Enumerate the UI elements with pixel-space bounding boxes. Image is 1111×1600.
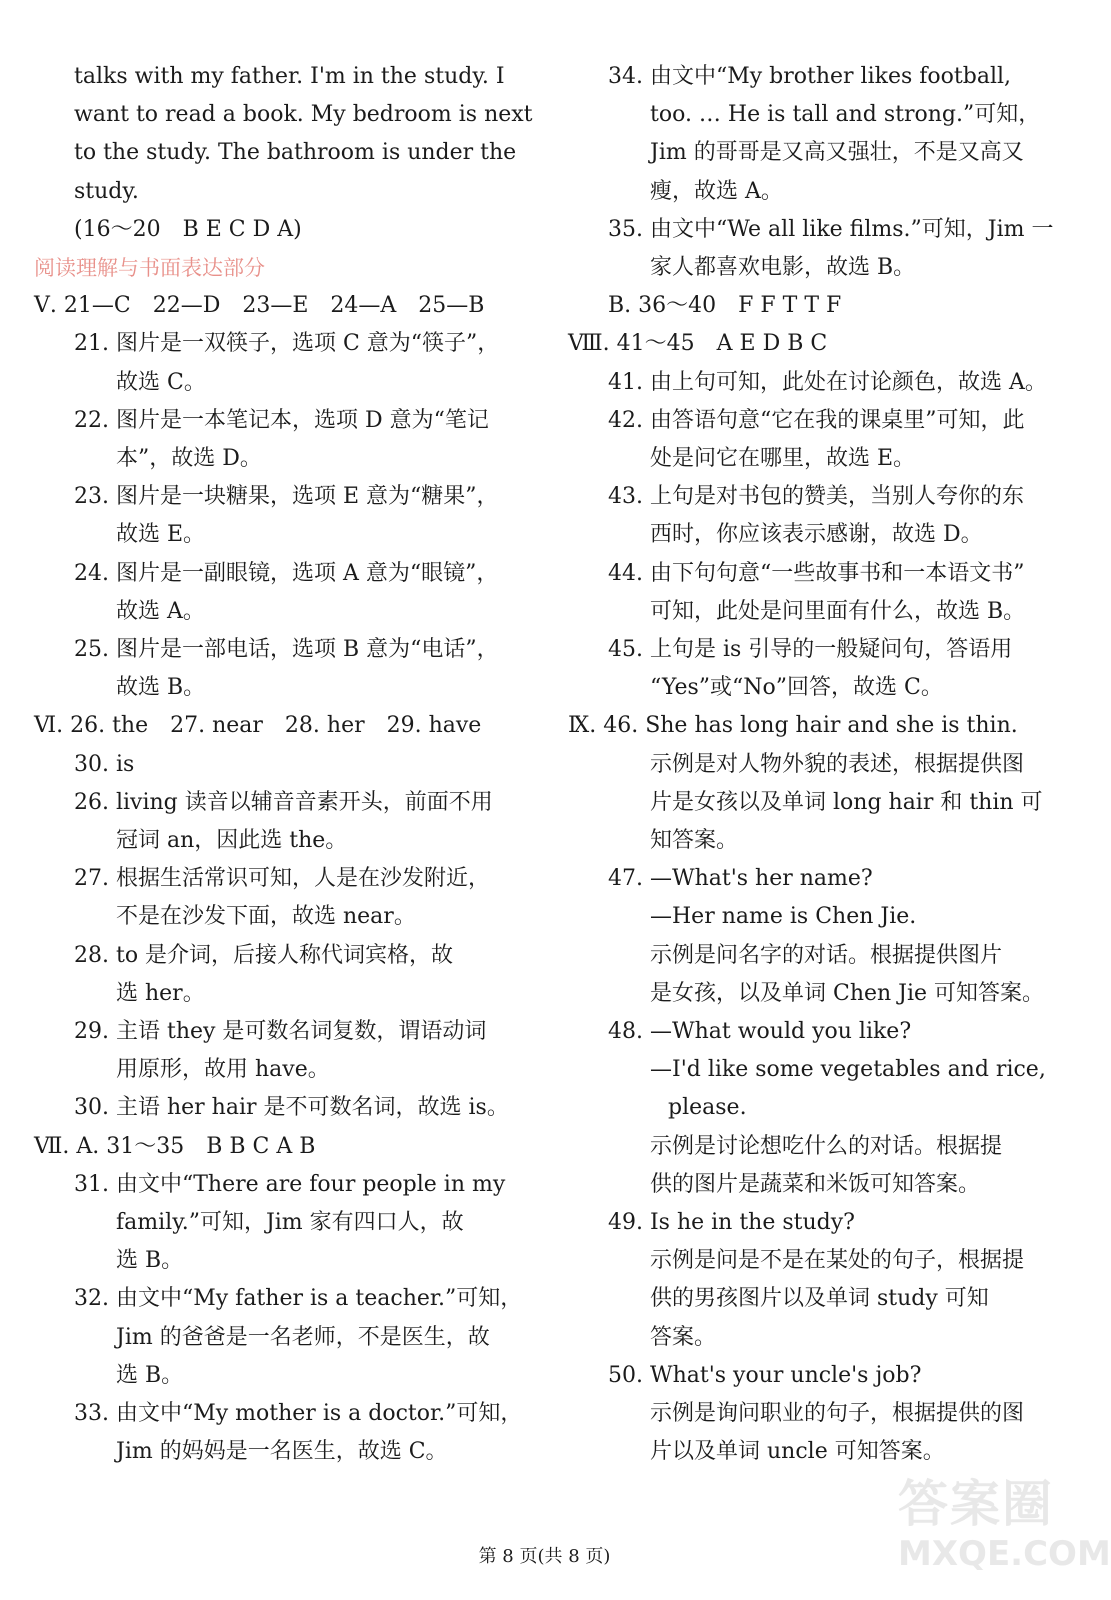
text-line: please. xyxy=(668,1095,747,1121)
text-line: 29. 主语 they 是可数名词复数，谓语动词 xyxy=(74,1019,487,1044)
text-line: 示例是对人物外貌的表述，根据提供图 xyxy=(650,751,1025,777)
text-line: 21. 图片是一双筷子，选项 C 意为“筷子”， xyxy=(74,331,500,357)
text-line: 西时，你应该表示感谢，故选 D。 xyxy=(650,522,983,548)
text-line: 供的图片是蔬菜和米饭可知答案。 xyxy=(650,1171,981,1197)
text-line: Ⅶ. A. 31～35 B B C A B xyxy=(34,1133,316,1159)
text-line: 选 B。 xyxy=(116,1248,184,1274)
text-line: Jim 的哥哥是又高又强壮，不是又高又 xyxy=(650,140,1024,166)
text-line: 28. to 是介词，后接人称代词宾格，故 xyxy=(74,942,454,968)
watermark-text: 答案圈 xyxy=(898,1475,1054,1533)
text-line: 35. 由文中“We all like films.”可知，Jim 一 xyxy=(608,216,1054,242)
text-line: 用原形，故用 have。 xyxy=(116,1057,330,1083)
text-line: 34. 由文中“My brother likes football, xyxy=(608,64,1012,89)
text-line: Ⅵ. 26. the 27. near 28. her 29. have xyxy=(34,713,482,739)
text-line: 可知，此处是问里面有什么，故选 B。 xyxy=(650,598,1026,624)
text-line: 冠词 an，因此选 the。 xyxy=(116,828,348,853)
text-line: 23. 图片是一块糖果，选项 E 意为“糖果”， xyxy=(74,484,499,510)
text-line: 选 B。 xyxy=(116,1362,184,1388)
text-line: 处是问它在哪里，故选 E。 xyxy=(650,446,916,471)
page-footer: 第 8 页(共 8 页) xyxy=(478,1546,611,1567)
text-line: 22. 图片是一本笔记本，选项 D 意为“笔记 xyxy=(74,407,489,433)
text-line: 30. is xyxy=(74,751,135,777)
text-line: 47. —What's her name? xyxy=(608,866,873,892)
text-line: Ⅸ. 46. She has long hair and she is thin. xyxy=(568,713,1018,739)
text-line: 26. living 读音以辅音音素开头，前面不用 xyxy=(74,789,493,815)
text-line: 25. 图片是一部电话，选项 B 意为“电话”， xyxy=(74,637,499,662)
text-line: 31. 由文中“There are four people in my xyxy=(74,1171,506,1197)
text-line: 故选 A。 xyxy=(116,598,205,624)
text-line: 41. 由上句可知，此处在讨论颜色，故选 A。 xyxy=(608,369,1047,395)
text-line: too. … He is tall and strong.”可知， xyxy=(650,102,1041,128)
text-line: 片以及单词 uncle 可知答案。 xyxy=(650,1439,945,1465)
text-line: to the study. The bathroom is under the xyxy=(74,140,517,166)
watermark-logo xyxy=(898,1474,1111,1590)
text-line: 故选 B。 xyxy=(116,675,206,701)
text-line: 示例是问是不是在某处的句子，根据提 xyxy=(650,1248,1025,1274)
text-line: 片是女孩以及单词 long hair 和 thin 可 xyxy=(650,789,1043,815)
text-line: 瘦，故选 A。 xyxy=(650,178,783,204)
text-line: 选 her。 xyxy=(116,980,205,1006)
text-line: 27. 根据生活常识可知，人是在沙发附近， xyxy=(74,866,490,892)
text-line: 48. —What would you like? xyxy=(608,1019,912,1044)
text-line: 本”，故选 D。 xyxy=(116,446,262,471)
text-line: 44. 由下句句意“一些故事书和一本语文书” xyxy=(608,560,1025,586)
text-line: B. 36～40 F F T T F xyxy=(608,293,842,319)
text-line: family.”可知，Jim 家有四口人，故 xyxy=(116,1210,464,1235)
text-line: talks with my father. I'm in the study. I xyxy=(74,64,505,89)
text-line: 家人都喜欢电影，故选 B。 xyxy=(650,255,916,280)
text-line: 示例是讨论想吃什么的对话。根据提 xyxy=(650,1133,1003,1159)
text-line: Ⅷ. 41～45 A E D B C xyxy=(568,331,828,357)
text-line: Jim 的爸爸是一名老师，不是医生，故 xyxy=(116,1324,490,1350)
text-line: 43. 上句是对书包的赞美，当别人夸你的东 xyxy=(608,484,1024,510)
section-heading: 阅读理解与书面表达部分 xyxy=(34,256,265,280)
text-line: 33. 由文中“My mother is a doctor.”可知， xyxy=(74,1401,523,1426)
text-line: 示例是问名字的对话。根据提供图片 xyxy=(650,942,1003,968)
text-line: 故选 C。 xyxy=(116,369,206,395)
text-line: want to read a book. My bedroom is next xyxy=(74,102,533,128)
text-line: Ⅴ. 21—C 22—D 23—E 24—A 25—B xyxy=(34,293,485,319)
text-line: 故选 E。 xyxy=(116,522,206,548)
text-line: 知答案。 xyxy=(650,828,739,853)
watermark-url: MXQE.COM xyxy=(898,1534,1111,1574)
text-line: 不是在沙发下面，故选 near。 xyxy=(116,904,416,930)
text-line: study. xyxy=(74,178,139,204)
text-line: 24. 图片是一副眼镜，选项 A 意为“眼镜”， xyxy=(74,560,499,586)
text-line: 45. 上句是 is 引导的一般疑问句，答语用 xyxy=(608,637,1013,662)
text-line: 是女孩，以及单词 Chen Jie 可知答案。 xyxy=(650,980,1045,1006)
text-line: 50. What's your uncle's job? xyxy=(608,1362,922,1388)
text-line: 32. 由文中“My father is a teacher.”可知， xyxy=(74,1286,523,1312)
text-line: 示例是询问职业的句子，根据提供的图 xyxy=(650,1401,1025,1426)
text-line: —Her name is Chen Jie. xyxy=(650,904,917,930)
text-line: “Yes”或“No”回答，故选 C。 xyxy=(650,675,943,701)
text-line: 42. 由答语句意“它在我的课桌里”可知，此 xyxy=(608,407,1025,433)
text-line: 30. 主语 her hair 是不可数名词，故选 is。 xyxy=(74,1095,509,1121)
text-line: (16～20 B E C D A) xyxy=(74,216,302,242)
text-line: 供的男孩图片以及单词 study 可知 xyxy=(650,1286,989,1312)
text-line: 答案。 xyxy=(650,1324,717,1350)
text-line: —I'd like some vegetables and rice, xyxy=(650,1057,1046,1083)
text-line: Jim 的妈妈是一名医生，故选 C。 xyxy=(116,1439,448,1465)
text-line: 49. Is he in the study? xyxy=(608,1210,855,1235)
